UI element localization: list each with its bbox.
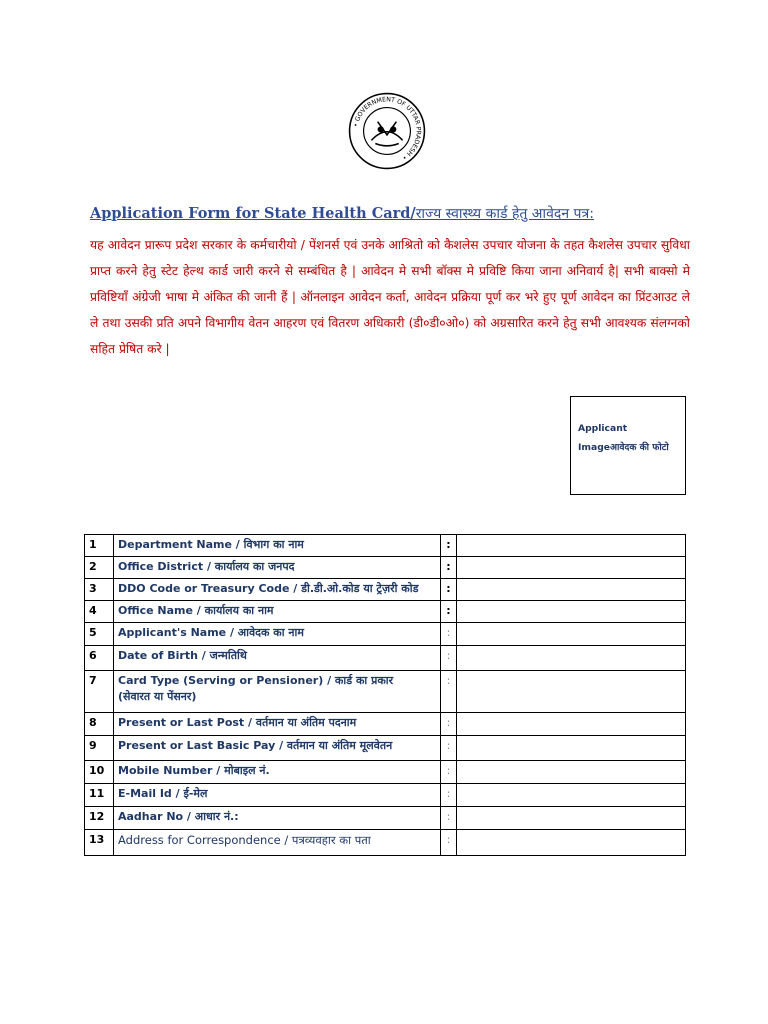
field-label bbox=[114, 736, 441, 761]
field-value-input[interactable] bbox=[457, 736, 686, 761]
form-row bbox=[85, 535, 686, 557]
field-label-text-2: (सेवारत या पेंसनर) bbox=[118, 690, 197, 703]
field-colon: : bbox=[441, 784, 457, 807]
field-colon: : bbox=[441, 830, 457, 856]
row-number: 7 bbox=[85, 671, 114, 713]
field-label bbox=[114, 784, 441, 807]
row-number: 10 bbox=[85, 761, 114, 784]
field-value-input[interactable] bbox=[457, 761, 686, 784]
field-colon: : bbox=[441, 557, 457, 579]
field-label-text: Mobile Number / मोबाइल नं. bbox=[118, 764, 270, 777]
application-form-table bbox=[84, 534, 686, 856]
field-label-text: Date of Birth / जन्मतिथि bbox=[118, 649, 247, 662]
government-seal bbox=[348, 92, 426, 170]
field-label bbox=[114, 601, 441, 623]
form-row bbox=[85, 557, 686, 579]
field-label-text: Office Name / कार्यालय का नाम bbox=[118, 604, 274, 617]
row-number: 12 bbox=[85, 807, 114, 830]
intro-instructions: यह आवेदन प्रारूप प्रदेश सरकार के कर्मचारीयो / पेंशनर्स एवं उनके आश्रितो को कैशलेस उपचार योजना के तहत कैशलेस उपचार सुविधा प्राप्त करने हेतु स्टेट हेल्थ कार्ड जारी करने से सम्बंधित है | आवेदन मे सभी बॉक्स मे प्रविष्टि किया जाना अनिवार्य है| सभी बाक्सो मे प्रविष्टियाँ अंग्रेजी भाषा मे अंकित की जानी हैं | ऑनलाइन आवेदन कर्ता, आवेदन प्रक्रिया पूर्ण कर भरे हुए पूर्ण आवेदन का प्रिंटआउट ले ले तथा उसकी प्रति अपने विभागीय वेतन आहरण एवं वितरण अधिकारी (डी०डी०ओ०) को अग्रसारित करने हेतु सभी आवश्यक संलग्नको सहित प्रेषित करे | bbox=[90, 238, 690, 356]
field-label bbox=[114, 830, 441, 856]
field-label-text: Office District / कार्यालय का जनपद bbox=[118, 560, 295, 573]
field-value-input[interactable] bbox=[457, 646, 686, 671]
field-label bbox=[114, 557, 441, 579]
field-label-text: DDO Code or Treasury Code / डी.डी.ओ.कोड या ट्रेज़री कोड bbox=[118, 582, 419, 595]
field-label-text: Applicant's Name / आवेदक का नाम bbox=[118, 626, 304, 639]
form-row bbox=[85, 830, 686, 856]
field-colon: : bbox=[441, 601, 457, 623]
field-value-input[interactable] bbox=[457, 535, 686, 557]
row-number: 3 bbox=[85, 579, 114, 601]
field-value-input[interactable] bbox=[457, 713, 686, 736]
form-row bbox=[85, 646, 686, 671]
field-label-text: E-Mail Id / ई-मेल bbox=[118, 787, 208, 800]
photo-box-label: Applicant bbox=[578, 423, 628, 434]
field-colon: : bbox=[441, 623, 457, 646]
form-row bbox=[85, 761, 686, 784]
row-number: 9 bbox=[85, 736, 114, 761]
photo-box-label-2: Imageआवेदक की फोटो bbox=[578, 442, 669, 453]
form-title bbox=[90, 204, 710, 223]
field-label-text: Department Name / विभाग का नाम bbox=[118, 538, 304, 551]
field-label bbox=[114, 761, 441, 784]
form-row bbox=[85, 713, 686, 736]
field-value-input[interactable] bbox=[457, 830, 686, 856]
field-value-input[interactable] bbox=[457, 671, 686, 713]
field-label-text: Card Type (Serving or Pensioner) / कार्ड का प्रकार bbox=[118, 674, 394, 687]
field-label-text: Aadhar No / आधार नं.: bbox=[118, 810, 239, 823]
row-number: 5 bbox=[85, 623, 114, 646]
form-row bbox=[85, 623, 686, 646]
field-colon: : bbox=[441, 807, 457, 830]
form-title-hindi: राज्य स्वास्थ्य कार्ड हेतु आवेदन पत्र: bbox=[415, 206, 594, 222]
row-number: 13 bbox=[85, 830, 114, 856]
form-row bbox=[85, 601, 686, 623]
field-colon: : bbox=[441, 713, 457, 736]
form-row bbox=[85, 807, 686, 830]
field-label bbox=[114, 713, 441, 736]
field-colon: : bbox=[441, 535, 457, 557]
field-colon: : bbox=[441, 761, 457, 784]
field-label bbox=[114, 646, 441, 671]
field-colon: : bbox=[441, 646, 457, 671]
form-row bbox=[85, 671, 686, 713]
row-number: 6 bbox=[85, 646, 114, 671]
field-label bbox=[114, 535, 441, 557]
svg-text:• GOVERNMENT OF UTTAR PRADESH: • GOVERNMENT OF UTTAR PRADESH • bbox=[352, 96, 422, 161]
row-number: 11 bbox=[85, 784, 114, 807]
field-value-input[interactable] bbox=[457, 579, 686, 601]
form-row bbox=[85, 784, 686, 807]
field-value-input[interactable] bbox=[457, 807, 686, 830]
field-value-input[interactable] bbox=[457, 601, 686, 623]
field-label bbox=[114, 579, 441, 601]
form-row bbox=[85, 736, 686, 761]
field-label-text: Address for Correspondence / पत्रव्यवहार का पता bbox=[118, 833, 371, 847]
row-number: 8 bbox=[85, 713, 114, 736]
field-label bbox=[114, 623, 441, 646]
form-title-english: Application Form for State Health Card/ bbox=[90, 205, 416, 222]
field-value-input[interactable] bbox=[457, 623, 686, 646]
field-label bbox=[114, 807, 441, 830]
row-number: 4 bbox=[85, 601, 114, 623]
field-colon: : bbox=[441, 579, 457, 601]
seal-emblem-icon bbox=[348, 92, 426, 170]
row-number: 2 bbox=[85, 557, 114, 579]
field-value-input[interactable] bbox=[457, 557, 686, 579]
field-colon: : bbox=[441, 671, 457, 713]
field-value-input[interactable] bbox=[457, 784, 686, 807]
row-number: 1 bbox=[85, 535, 114, 557]
form-row bbox=[85, 579, 686, 601]
field-label bbox=[114, 671, 441, 713]
field-label-text: Present or Last Post / वर्तमान या अंतिम पदनाम bbox=[118, 716, 357, 729]
applicant-photo-box[interactable] bbox=[570, 396, 686, 495]
field-label-text: Present or Last Basic Pay / वर्तमान या अंतिम मूलवेतन bbox=[118, 739, 393, 752]
field-colon: : bbox=[441, 736, 457, 761]
